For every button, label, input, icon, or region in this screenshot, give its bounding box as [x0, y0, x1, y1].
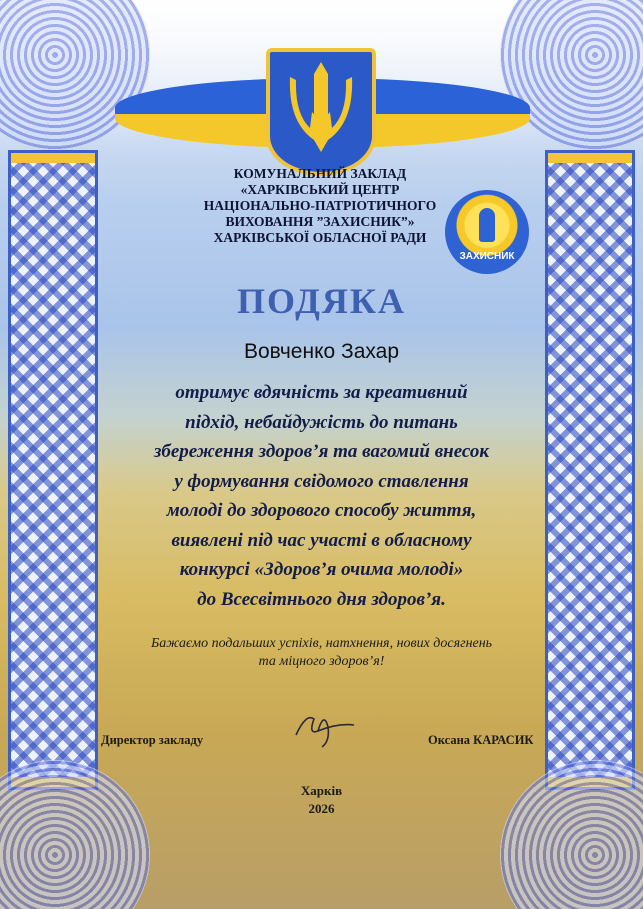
wishes-line: та міцного здоров’я! [258, 654, 385, 669]
body-line: виявлені під час участі в обласному [171, 529, 472, 551]
logo-label: ЗАХИСНИК [459, 251, 515, 262]
trident-icon [270, 52, 372, 172]
body-line: підхід, небайдужість до питань [185, 411, 458, 433]
body-line: збереження здоров’я та вагомий внесок [153, 441, 490, 462]
body-line: до Всесвітнього дня здоров’я. [197, 588, 446, 610]
body-line: у формування свідомого ставлення [174, 470, 469, 492]
body-line: конкурсі «Здоров’я очима молоді» [179, 559, 464, 580]
year: 2026 [308, 801, 335, 816]
ornament-border-right [545, 150, 635, 790]
logo-person-icon [479, 208, 495, 242]
director-name: Оксана КАРАСИК [428, 733, 534, 747]
handwritten-signature-icon [288, 705, 358, 753]
institution-line: ВИХОВАННЯ ”ЗАХИСНИК”» [225, 214, 415, 229]
recipient-name: Вовченко Захар [243, 340, 400, 363]
institution-line: «ХАРКІВСЬКИЙ ЦЕНТР [240, 182, 400, 197]
body-line: отримує вдячність за креативний [175, 382, 468, 403]
certificate-heading: ПОДЯКА [236, 281, 407, 321]
ornament-border-left [8, 150, 98, 790]
institution-line: НАЦІОНАЛЬНО-ПАТРІОТИЧНОГО [203, 198, 437, 213]
institution-line: КОМУНАЛЬНИЙ ЗАКЛАД [233, 166, 407, 181]
trident-emblem-icon [266, 48, 376, 176]
director-role: Директор закладу [101, 733, 204, 747]
gratitude-text [95, 378, 548, 614]
border-band [548, 153, 632, 163]
wishes-line: Бажаємо подальших успіхів, натхнення, нових досягнень [150, 636, 493, 651]
border-band [11, 153, 95, 163]
city: Харків [300, 783, 343, 798]
institution-name [170, 166, 470, 246]
body-line: молоді до здорового способу життя, [166, 500, 477, 521]
place-and-year [0, 782, 643, 818]
zakhysnyk-logo-icon [445, 190, 529, 274]
wishes-text [95, 635, 548, 671]
institution-line: ХАРКІВСЬКОЇ ОБЛАСНОЇ РАДИ [213, 230, 427, 245]
